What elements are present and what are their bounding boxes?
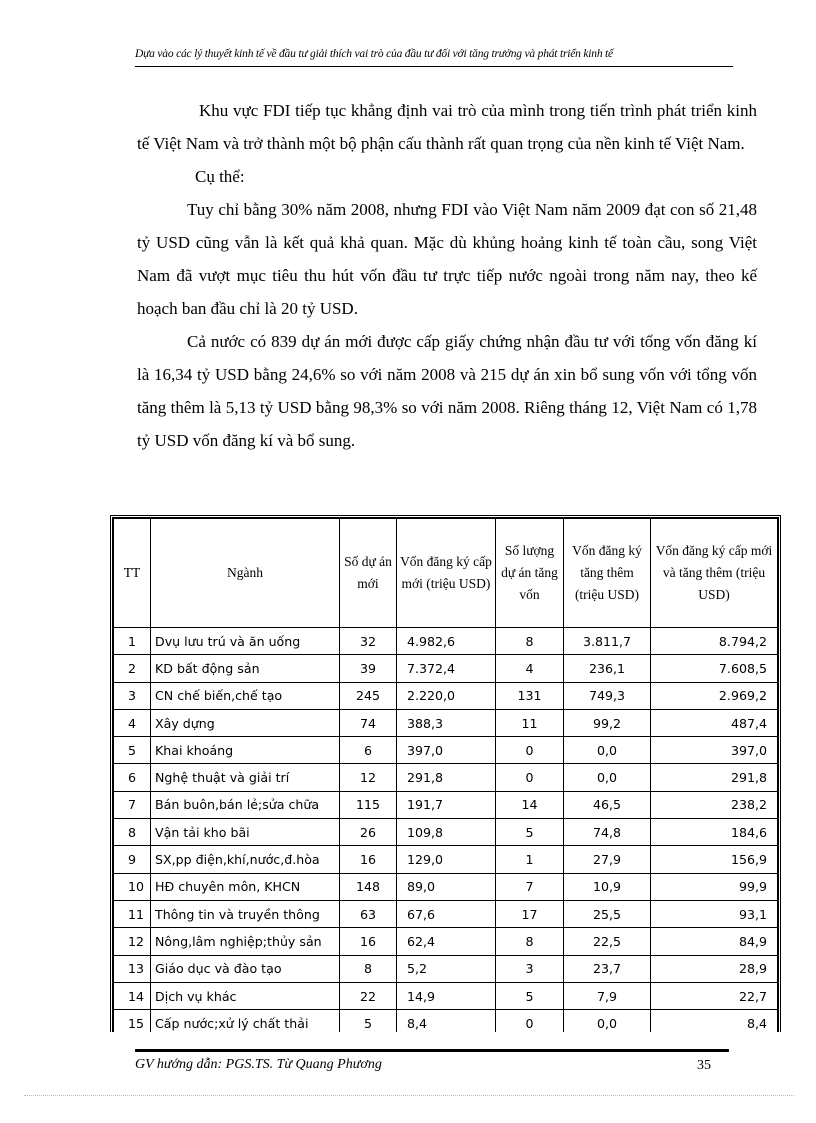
cell-total-capital: 8.794,2 (651, 628, 778, 655)
cell-new-capital: 191,7 (397, 791, 496, 818)
cell-expansion-projects: 131 (496, 682, 564, 709)
cell-added-capital: 27,9 (564, 846, 651, 873)
cell-added-capital: 22,5 (564, 928, 651, 955)
fdi-sector-table-container (110, 515, 781, 1032)
header-new-capital: Vốn đăng ký cấp mới (triệu USD) (397, 519, 496, 628)
cell-total-capital: 487,4 (651, 709, 778, 736)
table-row (114, 1010, 778, 1032)
cell-new-capital: 14,9 (397, 982, 496, 1009)
cell-sector: SX,pp điện,khí,nước,đ.hòa (151, 846, 340, 873)
table-row (114, 764, 778, 791)
cell-total-capital: 184,6 (651, 819, 778, 846)
cell-tt: 6 (114, 764, 151, 791)
cell-new-projects: 22 (340, 982, 397, 1009)
table-row (114, 655, 778, 682)
cell-tt: 4 (114, 709, 151, 736)
cell-new-projects: 245 (340, 682, 397, 709)
cell-new-projects: 148 (340, 873, 397, 900)
paragraph-projects: Cả nước có 839 dự án mới được cấp giấy chứng nhận đầu tư với tổng vốn đăng kí là 16,34 tỷ USD bằng 24,6% so với năm 2008 và 215 dự án xin bổ sung vốn với tổng vốn tăng thêm là 5,13 tỷ USD bằng 98,3% so với năm 2008. Riêng tháng 12, Việt Nam có 1,78 tỷ USD vốn đăng kí và bổ sung. (137, 332, 757, 450)
cell-tt: 2 (114, 655, 151, 682)
cell-expansion-projects: 11 (496, 709, 564, 736)
paragraph-fdi-role: Khu vực FDI tiếp tục khẳng định vai trò của mình trong tiến trình phát triển kinh tế Việt Nam và trở thành một bộ phận cấu thành rất quan trọng của nền kinh tế Việt Nam. (137, 101, 757, 153)
cell-added-capital: 46,5 (564, 791, 651, 818)
page-bottom-dotted-line (24, 1095, 794, 1096)
cell-new-capital: 67,6 (397, 900, 496, 927)
table-row (114, 682, 778, 709)
cell-sector: Dịch vụ khác (151, 982, 340, 1009)
cell-expansion-projects: 14 (496, 791, 564, 818)
cell-new-capital: 89,0 (397, 873, 496, 900)
table-header-row (114, 519, 778, 628)
cell-expansion-projects: 1 (496, 846, 564, 873)
cell-new-capital: 2.220,0 (397, 682, 496, 709)
cell-tt: 3 (114, 682, 151, 709)
header-new-projects: Số dự án mới (340, 519, 397, 628)
header-divider (135, 66, 733, 67)
cell-new-projects: 5 (340, 1010, 397, 1032)
fdi-sector-table (113, 518, 778, 1032)
cell-expansion-projects: 3 (496, 955, 564, 982)
cell-added-capital: 99,2 (564, 709, 651, 736)
cell-sector: Bán buôn,bán lẻ;sửa chữa (151, 791, 340, 818)
header-sector: Ngành (151, 519, 340, 628)
cell-added-capital: 3.811,7 (564, 628, 651, 655)
cell-expansion-projects: 0 (496, 764, 564, 791)
paragraph-specifically: Cụ thể: (195, 167, 245, 186)
cell-added-capital: 0,0 (564, 1010, 651, 1032)
cell-expansion-projects: 0 (496, 1010, 564, 1032)
cell-tt: 13 (114, 955, 151, 982)
cell-new-projects: 16 (340, 846, 397, 873)
cell-sector: Giáo dục và đào tạo (151, 955, 340, 982)
cell-new-projects: 26 (340, 819, 397, 846)
cell-new-projects: 12 (340, 764, 397, 791)
cell-tt: 8 (114, 819, 151, 846)
cell-new-capital: 8,4 (397, 1010, 496, 1032)
cell-total-capital: 238,2 (651, 791, 778, 818)
cell-sector: CN chế biến,chế tạo (151, 682, 340, 709)
cell-added-capital: 7,9 (564, 982, 651, 1009)
cell-expansion-projects: 7 (496, 873, 564, 900)
cell-new-projects: 63 (340, 900, 397, 927)
cell-sector: Vận tải kho bãi (151, 819, 340, 846)
cell-tt: 7 (114, 791, 151, 818)
cell-added-capital: 0,0 (564, 737, 651, 764)
cell-added-capital: 23,7 (564, 955, 651, 982)
cell-total-capital: 291,8 (651, 764, 778, 791)
cell-new-capital: 388,3 (397, 709, 496, 736)
header-added-capital: Vốn đăng ký tăng thêm (triệu USD) (564, 519, 651, 628)
cell-new-projects: 39 (340, 655, 397, 682)
cell-added-capital: 10,9 (564, 873, 651, 900)
table-row (114, 791, 778, 818)
cell-expansion-projects: 5 (496, 982, 564, 1009)
table-row (114, 737, 778, 764)
cell-sector: KD bất động sản (151, 655, 340, 682)
cell-sector: Xây dựng (151, 709, 340, 736)
cell-sector: Cấp nước;xử lý chất thải (151, 1010, 340, 1032)
cell-total-capital: 397,0 (651, 737, 778, 764)
cell-new-projects: 115 (340, 791, 397, 818)
header-tt: TT (114, 519, 151, 628)
table-row (114, 846, 778, 873)
table-row (114, 928, 778, 955)
cell-sector: Nghệ thuật và giải trí (151, 764, 340, 791)
cell-tt: 10 (114, 873, 151, 900)
cell-tt: 14 (114, 982, 151, 1009)
table-row (114, 819, 778, 846)
table-row (114, 982, 778, 1009)
header-total-capital: Vốn đăng ký cấp mới và tăng thêm (triệu USD) (651, 519, 778, 628)
cell-new-capital: 129,0 (397, 846, 496, 873)
cell-expansion-projects: 5 (496, 819, 564, 846)
paragraph-fdi-2009: Tuy chỉ bằng 30% năm 2008, nhưng FDI vào Việt Nam năm 2009 đạt con số 21,48 tỷ USD cũng vẫn là kết quả khả quan. Mặc dù khủng hoảng kinh tế toàn cầu, song Việt Nam đã vượt mục tiêu thu hút vốn đầu tư trực tiếp nước ngoài trong năm nay, theo kế hoạch ban đầu chỉ là 20 tỷ USD. (137, 200, 757, 318)
cell-total-capital: 7.608,5 (651, 655, 778, 682)
cell-tt: 1 (114, 628, 151, 655)
page-header: Dựa vào các lý thuyết kinh tế về đầu tư giải thích vai trò của đầu tư đối với tăng trưởng và phát triển kinh tế (135, 48, 613, 60)
cell-new-capital: 5,2 (397, 955, 496, 982)
cell-sector: Dvụ lưu trú và ăn uống (151, 628, 340, 655)
cell-total-capital: 99,9 (651, 873, 778, 900)
cell-tt: 11 (114, 900, 151, 927)
cell-total-capital: 28,9 (651, 955, 778, 982)
table-row (114, 900, 778, 927)
footer-advisor: GV hướng dẫn: PGS.TS. Từ Quang Phương (135, 1057, 382, 1072)
cell-total-capital: 22,7 (651, 982, 778, 1009)
body-text (137, 94, 757, 457)
cell-new-projects: 32 (340, 628, 397, 655)
cell-new-projects: 6 (340, 737, 397, 764)
cell-expansion-projects: 8 (496, 628, 564, 655)
table-row (114, 873, 778, 900)
cell-added-capital: 0,0 (564, 764, 651, 791)
cell-total-capital: 93,1 (651, 900, 778, 927)
cell-added-capital: 236,1 (564, 655, 651, 682)
cell-total-capital: 2.969,2 (651, 682, 778, 709)
table-body (114, 628, 778, 1033)
cell-added-capital: 749,3 (564, 682, 651, 709)
cell-new-capital: 291,8 (397, 764, 496, 791)
cell-new-projects: 8 (340, 955, 397, 982)
cell-sector: HĐ chuyên môn, KHCN (151, 873, 340, 900)
cell-expansion-projects: 8 (496, 928, 564, 955)
cell-expansion-projects: 17 (496, 900, 564, 927)
cell-added-capital: 74,8 (564, 819, 651, 846)
cell-total-capital: 156,9 (651, 846, 778, 873)
cell-new-capital: 62,4 (397, 928, 496, 955)
cell-total-capital: 84,9 (651, 928, 778, 955)
cell-sector: Khai khoáng (151, 737, 340, 764)
cell-new-projects: 74 (340, 709, 397, 736)
cell-new-capital: 397,0 (397, 737, 496, 764)
table-row (114, 955, 778, 982)
cell-tt: 15 (114, 1010, 151, 1032)
cell-sector: Nông,lâm nghiệp;thủy sản (151, 928, 340, 955)
cell-new-capital: 4.982,6 (397, 628, 496, 655)
cell-added-capital: 25,5 (564, 900, 651, 927)
cell-expansion-projects: 0 (496, 737, 564, 764)
cell-total-capital: 8,4 (651, 1010, 778, 1032)
cell-expansion-projects: 4 (496, 655, 564, 682)
cell-new-capital: 109,8 (397, 819, 496, 846)
footer-divider (135, 1049, 729, 1052)
cell-tt: 5 (114, 737, 151, 764)
table-row (114, 709, 778, 736)
table-row (114, 628, 778, 655)
cell-tt: 9 (114, 846, 151, 873)
page-number: 35 (697, 1058, 711, 1073)
header-expansion-projects: Số lượng dự án tăng vốn (496, 519, 564, 628)
cell-new-projects: 16 (340, 928, 397, 955)
cell-tt: 12 (114, 928, 151, 955)
cell-new-capital: 7.372,4 (397, 655, 496, 682)
cell-sector: Thông tin và truyền thông (151, 900, 340, 927)
